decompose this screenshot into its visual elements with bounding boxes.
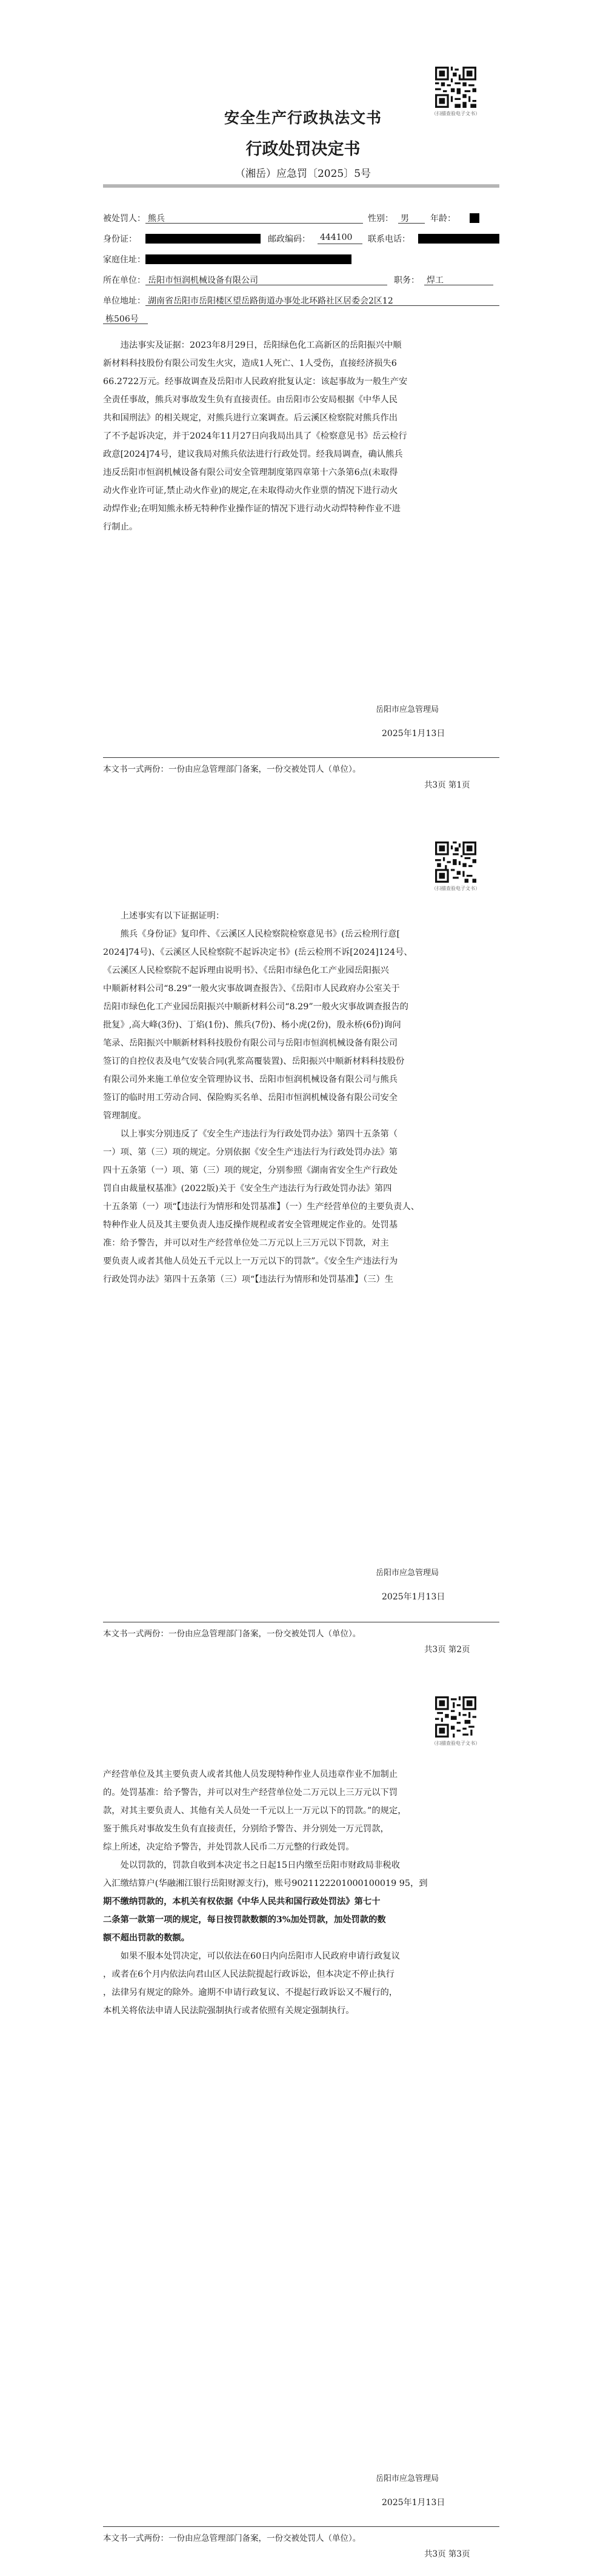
qr-code-graphic bbox=[435, 842, 476, 883]
decision-and-rights bbox=[103, 1765, 499, 2020]
age-redacted bbox=[470, 213, 479, 223]
footer-rule bbox=[103, 757, 499, 758]
body-line: 综上所述，决定给予警告，并处罚款人民币二万元整的行政处罚。 bbox=[103, 1842, 355, 1852]
page-number: 共3页 第2页 bbox=[424, 1645, 470, 1655]
body-line: 熊兵《身份证》复印件、《云溪区人民检察院检察意见书》(岳云检刑行意[ bbox=[120, 929, 401, 939]
body-line: 违反岳阳市恒润机械设备有限公司安全管理制度第四章第十六条第6点(未取得 bbox=[103, 468, 398, 477]
body-line: 管理制度。 bbox=[103, 1111, 147, 1121]
page-number: 共3页 第3页 bbox=[424, 2549, 470, 2559]
body-line: 款，对其主要负责人、其他有关人员处一千元以上一万元以下的罚款。”的规定， bbox=[103, 1806, 407, 1816]
body-line: 违法事实及证据：2023年8月29日，岳阳绿色化工高新区的岳阳振兴中顺 bbox=[120, 340, 402, 350]
qr-code-icon bbox=[435, 1696, 476, 1738]
body-line: 《云溪区人民检察院不起诉理由说明书》、《岳阳市绿色化工产业园岳阳振兴 bbox=[103, 966, 389, 975]
employer-value: 岳阳市恒润机械设备有限公司 bbox=[145, 274, 387, 285]
signing-date: 2025年1月13日 bbox=[382, 2498, 445, 2508]
body-line: 动焊作业;在明知熊永桥无特种作业操作证的情况下进行动火动焊特种作业不进 bbox=[103, 504, 401, 514]
body-line: 要负责人或者其他人员处五千元以上一万元以下的罚款”。《安全生产违法行为 bbox=[103, 1256, 398, 1266]
body-line-bold: 二条第一款第一项的规定，每日按罚款数额的3%加处罚款，加处罚款的数 bbox=[103, 1915, 386, 1925]
signing-date: 2025年1月13日 bbox=[382, 1592, 445, 1602]
body-line: 四十五条第（一）项、第（三）项的规定，分别参照《湖南省安全生产行政处 bbox=[103, 1166, 398, 1175]
id-label: 身份证： bbox=[103, 234, 137, 244]
age-label: 年龄： bbox=[430, 214, 456, 224]
body-line: ，或者在6个月内依法向君山区人民法院提起行政诉讼，但本决定不停止执行 bbox=[103, 1970, 395, 1979]
body-line: 处以罚款的，罚款自收到本决定书之日起15日内缴至岳阳市财政局非税收 bbox=[120, 1861, 400, 1870]
body-line: 的。处罚基准：给予警告，并可以对生产经营单位处二万元以上三万元以下罚 bbox=[103, 1788, 398, 1798]
address-label: 家庭住址： bbox=[103, 255, 145, 265]
body-line: 有限公司外来施工单位安全管理协议书、岳阳市恒润机械设备有限公司与熊兵 bbox=[103, 1075, 398, 1084]
body-line: 上述事实有以下证据证明： bbox=[120, 911, 225, 921]
signing-date: 2025年1月13日 bbox=[382, 729, 445, 739]
body-line: 2024]74号)、《云溪区人民检察院不起诉决定书》(岳云检刑不诉[2024]124号、 bbox=[103, 948, 413, 957]
body-line: 产经营单位及其主要负责人或者其他人员发现特种作业人员违章作业不加制止 bbox=[103, 1770, 398, 1779]
qr-code-icon bbox=[435, 67, 476, 108]
id-redacted bbox=[145, 234, 261, 244]
body-line: 罚自由裁量权基准》(2022版)关于《安全生产违法行为行政处罚办法》第四 bbox=[103, 1184, 392, 1193]
violation-facts bbox=[103, 336, 499, 536]
body-line: 如果不服本处罚决定，可以依法在60日内向岳阳市人民政府申请行政复议 bbox=[120, 1951, 400, 1961]
gender-label: 性别： bbox=[368, 214, 393, 224]
address-row bbox=[103, 251, 499, 267]
body-line: 政意[2024]74号，建议我局对熊兵依法进行行政处罚。经我局调查，确认熊兵 bbox=[103, 450, 403, 459]
body-line: 鉴于熊兵对事故发生负有直接责任，分别给予警告、并分别处一万元罚款， bbox=[103, 1824, 389, 1834]
signing-organization: 岳阳市应急管理局 bbox=[376, 2474, 439, 2483]
qr-code-icon bbox=[435, 842, 476, 883]
employer-label: 所在单位： bbox=[103, 276, 145, 285]
body-line-bold: 期不缴纳罚款的，本机关有权依据《中华人民共和国行政处罚法》第七十 bbox=[103, 1897, 381, 1907]
qr-caption: （扫描查验电子文书） bbox=[431, 886, 480, 891]
evidence-and-basis bbox=[103, 907, 499, 1289]
footer-rule bbox=[103, 2526, 499, 2527]
body-line: 批复》,高大峰(3份)、丁焰(1份)、熊兵(7份)、杨小虎(2份)，殷永桥(6份)询问 bbox=[103, 1020, 401, 1030]
qr-caption: （扫描查验电子文书） bbox=[431, 111, 480, 116]
document-page-1 bbox=[0, 0, 606, 806]
body-line: 本机关将依法申请人民法院强制执行或者依照有关规定强制执行。 bbox=[103, 2006, 355, 2016]
body-line: 动火作业许可证,禁止动火作业)的规定,在未取得动火作业票的情况下进行动火 bbox=[103, 486, 398, 496]
signing-organization: 岳阳市应急管理局 bbox=[376, 1569, 439, 1578]
qr-code-graphic bbox=[435, 1696, 476, 1738]
id-row bbox=[103, 230, 499, 246]
unit-address-row-2 bbox=[103, 310, 499, 326]
unit-address-label: 单位地址： bbox=[103, 296, 145, 306]
body-line: 一）项、第（三）项的规定。分别依据《安全生产违法行为行政处罚办法》第 bbox=[103, 1147, 398, 1157]
body-line: 行制止。 bbox=[103, 522, 138, 532]
name-label: 被处罚人： bbox=[103, 214, 145, 224]
body-line: 新材料科技股份有限公司发生火灾，造成1人死亡、1人受伤，直接经济损失6 bbox=[103, 359, 397, 368]
document-page-2 bbox=[0, 839, 606, 1675]
gender-value: 男 bbox=[398, 212, 425, 224]
body-line: 入汇缴结算户(华融湘江银行岳阳财源支行)，账号9021122201000100019 95，到 bbox=[103, 1879, 428, 1888]
body-line: 以上事实分别违反了《安全生产违法行为行政处罚办法》第四十五条第（ bbox=[120, 1129, 398, 1139]
postal-value: 444100 bbox=[318, 233, 362, 244]
body-line: 十五条第（一）项“【违法行为情形和处罚基准】（一）生产经营单位的主要负责人、 bbox=[103, 1202, 419, 1212]
qr-caption: （扫描查验电子文书） bbox=[431, 1741, 480, 1746]
document-page-3 bbox=[0, 1690, 606, 2576]
body-line: 66.2722万元。经事故调查及岳阳市人民政府批复认定：该起事故为一般生产安 bbox=[103, 377, 408, 387]
position-value: 焊工 bbox=[424, 274, 493, 285]
phone-label: 联系电话： bbox=[368, 234, 410, 244]
unit-address-line-2: 栋506号 bbox=[103, 313, 148, 324]
body-line: 准：给予警告，并可以对生产经营单位处二万元以上三万元以下罚款，对主 bbox=[103, 1238, 389, 1248]
body-line: 共和国刑法》的相关规定，对熊兵进行立案调查。后云溪区检察院对熊兵作出 bbox=[103, 413, 398, 423]
employer-row bbox=[103, 271, 499, 287]
phone-redacted bbox=[418, 234, 499, 244]
unit-address-line-1: 湖南省岳阳市岳阳楼区望岳路街道办事处北环路社区居委会2区12 bbox=[145, 294, 499, 306]
page-number: 共3页 第1页 bbox=[424, 780, 470, 790]
body-line: 岳阳市绿色化工产业园岳阳振兴中顺新材料公司“8.29”一般火灾事故调查报告的 bbox=[103, 1002, 408, 1012]
footer-note: 本文书一式两份：一份由应急管理部门备案，一份交被处罚人（单位）。 bbox=[103, 765, 361, 774]
body-line: 签订的自控仪表及电气安装合同(乳浆高覆装置)、岳阳振兴中顺新材料科技股份 bbox=[103, 1057, 405, 1066]
body-line: 签订的临时用工劳动合同、保险购买名单、岳阳市恒润机械设备有限公司安全 bbox=[103, 1093, 398, 1103]
body-line: 全责任事故，熊兵对事故发生负有直接责任。由岳阳市公安局根据《中华人民 bbox=[103, 395, 398, 405]
body-line-bold: 额不超出罚款的数额。 bbox=[103, 1933, 190, 1943]
body-line: 了不予起诉决定，并于2024年11月27日向我局出具了《检察意见书》岳云检行 bbox=[103, 431, 407, 441]
footer-note: 本文书一式两份：一份由应急管理部门备案，一份交被处罚人（单位）。 bbox=[103, 2534, 361, 2543]
name-value: 熊兵 bbox=[145, 212, 363, 224]
party-name-row bbox=[103, 210, 499, 225]
title-line-1: 安全生产行政执法文书 bbox=[224, 109, 382, 127]
address-redacted bbox=[145, 254, 351, 264]
signing-organization: 岳阳市应急管理局 bbox=[376, 705, 439, 714]
body-line: 笔录、岳阳振兴中顺新材料科技股份有限公司与岳阳市恒润机械设备有限公司 bbox=[103, 1038, 398, 1048]
body-line: 中顺新材料公司“8.29”一般火灾事故调查报告》、《岳阳市人民政府办公室关于 bbox=[103, 984, 400, 994]
footer-note: 本文书一式两份：一份由应急管理部门备案，一份交被处罚人（单位）。 bbox=[103, 1629, 361, 1639]
postal-label: 邮政编码： bbox=[268, 234, 310, 244]
page-title: 行政处罚决定书 bbox=[245, 140, 361, 159]
doc-number: （湘岳）应急罚〔2025〕5号 bbox=[235, 168, 371, 180]
unit-address-row bbox=[103, 292, 499, 308]
body-line: 行政处罚办法》第四十五条第（三）项“【违法行为情形和处罚基准】（三）生 bbox=[103, 1275, 394, 1284]
body-line: ，法律另有规定的除外。逾期不申请行政复议、不提起行政诉讼又不履行的， bbox=[103, 1988, 398, 1997]
body-line: 特种作业人员及其主要负责人违反操作规程或者安全管理规定作业的。处罚基 bbox=[103, 1220, 398, 1230]
position-label: 职务： bbox=[394, 276, 419, 285]
qr-code-graphic bbox=[435, 67, 476, 108]
